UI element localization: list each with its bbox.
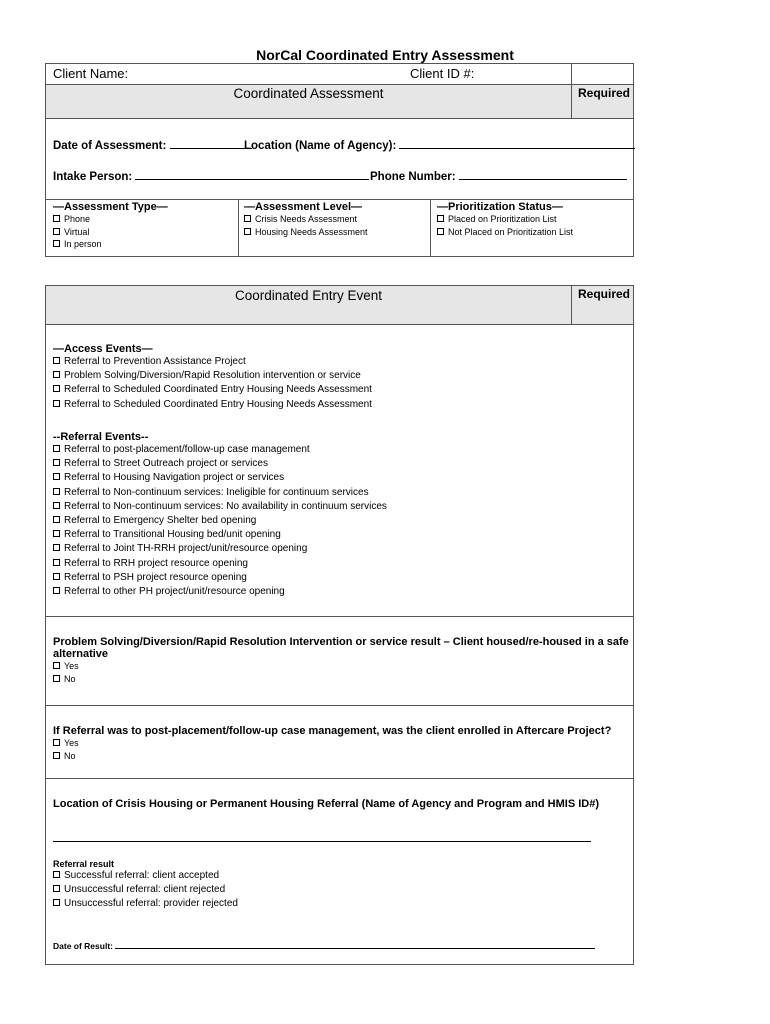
date-of-result-field[interactable] — [115, 940, 595, 949]
problem-solving-question-line1: Problem Solving/Diversion/Rapid Resolution Intervention or service result – Client housed/re-housed in a safe — [53, 636, 629, 648]
referral-events-group — [53, 431, 387, 599]
referral-event-option[interactable]: Referral to Street Outreach project or services — [53, 457, 387, 471]
checkbox-icon[interactable] — [53, 400, 60, 407]
problem-solving-option-yes[interactable]: Yes — [53, 660, 628, 673]
referral-event-option[interactable]: Referral to Transitional Housing bed/unit opening — [53, 528, 387, 542]
checkbox-icon[interactable] — [53, 215, 60, 222]
access-event-option[interactable]: Problem Solving/Diversion/Rapid Resolution intervention or service — [53, 369, 372, 383]
referral-result-option[interactable]: Successful referral: client accepted — [53, 869, 238, 883]
assessment-level-option[interactable]: Housing Needs Assessment — [244, 226, 368, 239]
assessment-header-title: Coordinated Assessment — [233, 86, 384, 101]
location-referral-field[interactable] — [53, 831, 591, 842]
prioritization-status-group — [437, 201, 573, 238]
referral-event-option[interactable]: Referral to Housing Navigation project or services — [53, 471, 387, 485]
location-row — [244, 138, 635, 152]
checkbox-icon[interactable] — [244, 228, 251, 235]
entry-event-header-title: Coordinated Entry Event — [234, 288, 383, 303]
date-of-assessment-label: Date of Assessment: — [53, 140, 167, 152]
aftercare-group — [53, 725, 611, 762]
phone-number-field[interactable] — [459, 169, 627, 180]
checkbox-icon[interactable] — [53, 587, 60, 594]
checkbox-icon[interactable] — [53, 459, 60, 466]
assessment-type-heading: —Assessment Type— — [53, 201, 168, 213]
aftercare-option-yes[interactable]: Yes — [53, 737, 611, 750]
date-of-assessment-row — [53, 138, 252, 152]
assessment-level-group — [244, 201, 368, 238]
assessment-type-group — [53, 201, 168, 251]
checkbox-icon[interactable] — [53, 473, 60, 480]
referral-event-option[interactable]: Referral to Joint TH-RRH project/unit/resource opening — [53, 542, 387, 556]
page-title: NorCal Coordinated Entry Assessment — [256, 47, 514, 63]
referral-result-option[interactable]: Unsuccessful referral: client rejected — [53, 883, 238, 897]
intake-person-row — [53, 169, 369, 183]
checkbox-icon[interactable] — [53, 516, 60, 523]
checkbox-icon[interactable] — [53, 357, 60, 364]
access-event-option[interactable]: Referral to Prevention Assistance Project — [53, 355, 372, 369]
referral-event-option[interactable]: Referral to PSH project resource opening — [53, 571, 387, 585]
intake-person-field[interactable] — [135, 169, 369, 180]
access-events-group — [53, 343, 372, 412]
referral-result-group — [53, 859, 238, 912]
checkbox-icon[interactable] — [53, 445, 60, 452]
referral-event-option[interactable]: Referral to Non-continuum services: No availability in continuum services — [53, 500, 387, 514]
checkbox-icon[interactable] — [53, 573, 60, 580]
checkbox-icon[interactable] — [53, 371, 60, 378]
aftercare-question: If Referral was to post-placement/follow-up case management, was the client enrolled in Aftercare Project? — [53, 725, 612, 737]
referral-event-option[interactable]: Referral to other PH project/unit/resource opening — [53, 585, 387, 599]
date-of-result-label: Date of Result: — [53, 941, 113, 951]
assessment-level-heading: —Assessment Level— — [244, 201, 362, 213]
prioritization-option[interactable]: Placed on Prioritization List — [437, 213, 573, 226]
checkbox-icon[interactable] — [53, 885, 60, 892]
required-label: Required — [578, 287, 631, 301]
phone-number-row — [370, 169, 627, 183]
access-events-heading: —Access Events— — [53, 343, 153, 355]
checkbox-icon[interactable] — [53, 488, 60, 495]
aftercare-option-no[interactable]: No — [53, 750, 611, 763]
checkbox-icon[interactable] — [53, 739, 60, 746]
prioritization-option[interactable]: Not Placed on Prioritization List — [437, 226, 573, 239]
access-event-option[interactable]: Referral to Scheduled Coordinated Entry Housing Needs Assessment — [53, 383, 372, 397]
referral-event-option[interactable]: Referral to RRH project resource opening — [53, 557, 387, 571]
access-event-option[interactable]: Referral to Scheduled Coordinated Entry Housing Needs Assessment — [53, 398, 372, 412]
intake-person-label: Intake Person: — [53, 171, 133, 183]
referral-result-option[interactable]: Unsuccessful referral: provider rejected — [53, 897, 238, 911]
assessment-type-option[interactable]: Phone — [53, 213, 168, 226]
problem-solving-option-no[interactable]: No — [53, 673, 628, 686]
assessment-level-option[interactable]: Crisis Needs Assessment — [244, 213, 368, 226]
checkbox-icon[interactable] — [53, 530, 60, 537]
client-name-label: Client Name: — [53, 66, 129, 81]
location-referral-question: Location of Crisis Housing or Permanent Housing Referral (Name of Agency and Program and HMIS ID#) — [53, 798, 600, 810]
location-label: Location (Name of Agency): — [244, 140, 397, 152]
checkbox-icon[interactable] — [53, 871, 60, 878]
checkbox-icon[interactable] — [53, 752, 60, 759]
date-of-assessment-field[interactable] — [170, 138, 252, 149]
referral-result-heading: Referral result — [53, 859, 115, 869]
assessment-type-option[interactable]: Virtual — [53, 226, 168, 239]
prioritization-status-heading: —Prioritization Status— — [437, 201, 563, 213]
checkbox-icon[interactable] — [53, 899, 60, 906]
checkbox-icon[interactable] — [53, 240, 60, 247]
problem-solving-question-line2: alternative — [53, 648, 109, 660]
date-of-result-row — [53, 940, 595, 951]
checkbox-icon[interactable] — [53, 544, 60, 551]
referral-event-option[interactable]: Referral to post-placement/follow-up case management — [53, 443, 387, 457]
checkbox-icon[interactable] — [53, 385, 60, 392]
checkbox-icon[interactable] — [53, 675, 60, 682]
checkbox-icon[interactable] — [53, 228, 60, 235]
required-label: Required — [578, 86, 631, 100]
checkbox-icon[interactable] — [53, 662, 60, 669]
checkbox-icon[interactable] — [53, 502, 60, 509]
referral-event-option[interactable]: Referral to Non-continuum services: Ineligible for continuum services — [53, 486, 387, 500]
phone-number-label: Phone Number: — [370, 171, 456, 183]
referral-event-option[interactable]: Referral to Emergency Shelter bed opening — [53, 514, 387, 528]
problem-solving-group — [53, 636, 628, 685]
assessment-type-option[interactable]: In person — [53, 238, 168, 251]
checkbox-icon[interactable] — [437, 228, 444, 235]
client-id-label: Client ID #: — [410, 66, 475, 81]
checkbox-icon[interactable] — [244, 215, 251, 222]
checkbox-icon[interactable] — [53, 559, 60, 566]
referral-events-heading: --Referral Events-- — [53, 431, 149, 443]
location-field[interactable] — [399, 138, 635, 149]
checkbox-icon[interactable] — [437, 215, 444, 222]
